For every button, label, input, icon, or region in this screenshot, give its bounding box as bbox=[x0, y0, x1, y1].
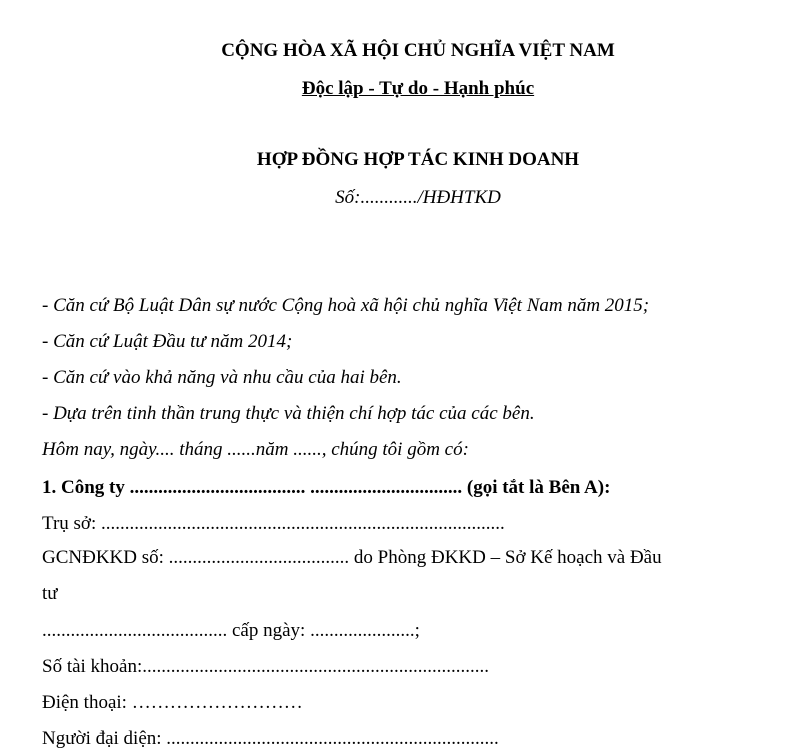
party-a-phone: Điện thoại: ……………………… bbox=[42, 692, 303, 713]
contract-title: HỢP ĐỒNG HỢP TÁC KINH DOANH bbox=[256, 149, 580, 170]
legal-basis-civil-code: - Căn cứ Bộ Luật Dân sự nước Cộng hoà xã hội chủ nghĩa Việt Nam năm 2015; bbox=[42, 295, 650, 316]
legal-basis-good-faith: - Dựa trên tinh thần trung thực và thiện chí hợp tác của các bên. bbox=[42, 403, 535, 424]
party-a-issue-date: ....................................... cấp ngày: ......................; bbox=[42, 620, 420, 641]
party-a-heading: 1. Công ty ..................................... ................................ (gọi tắt là Bên A): bbox=[42, 477, 611, 498]
party-a-account-number: Số tài khoản:......................................................................... bbox=[42, 656, 490, 677]
intro-line: Hôm nay, ngày.... tháng ......năm ......, chúng tôi gồm có: bbox=[42, 439, 469, 460]
national-title: CỘNG HÒA XÃ HỘI CHỦ NGHĨA VIỆT NAM bbox=[221, 40, 615, 61]
party-a-representative: Người đại diện: ...................................................................... bbox=[42, 728, 499, 749]
contract-number: Số:............/HĐHTKD bbox=[335, 187, 501, 208]
national-motto: Độc lập - Tự do - Hạnh phúc bbox=[301, 78, 535, 99]
party-a-registration-continued: tư bbox=[42, 583, 58, 604]
legal-basis-investment-law: - Căn cứ Luật Đầu tư năm 2014; bbox=[42, 331, 293, 352]
party-a-head-office: Trụ sở: ..................................................................................... bbox=[42, 513, 505, 534]
legal-basis-capability: - Căn cứ vào khả năng và nhu cầu của hai bên. bbox=[42, 367, 402, 388]
party-a-registration: GCNĐKKD số: ...................................... do Phòng ĐKKD – Sở Kế hoạch và Đầu bbox=[42, 547, 662, 568]
